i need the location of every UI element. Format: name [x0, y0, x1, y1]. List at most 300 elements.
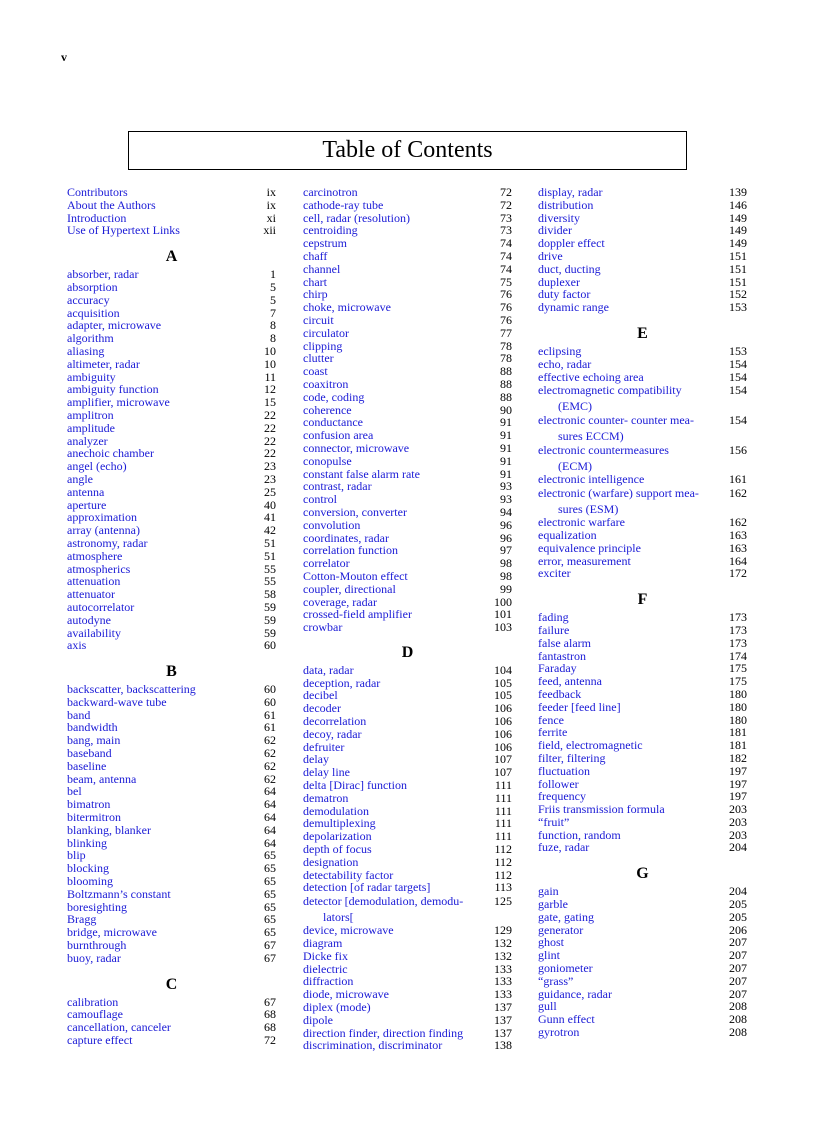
toc-entry-link[interactable]: ferrite	[538, 725, 568, 740]
entry-page-number: 161	[729, 472, 747, 487]
toc-entry-link[interactable]: false alarm	[538, 635, 591, 650]
toc-entry-link[interactable]: coast	[303, 364, 328, 379]
toc-entry-link[interactable]: detection [of radar targets]	[303, 880, 431, 895]
toc-entry-link[interactable]: Contributors	[67, 185, 128, 199]
toc-entry-link[interactable]: “grass”	[538, 973, 574, 988]
toc-entry	[303, 937, 512, 950]
toc-entry-link[interactable]: angel (echo)	[67, 459, 127, 474]
toc-entry-link[interactable]: electronic (warfare) support mea-	[538, 486, 699, 501]
toc-entry	[538, 752, 747, 765]
toc-entry-link[interactable]: fence	[538, 712, 564, 727]
toc-entry-link[interactable]: frequency	[538, 789, 586, 804]
toc-entry-link[interactable]: diode, microwave	[303, 987, 389, 1002]
toc-entry-link[interactable]: duty factor	[538, 287, 591, 302]
toc-entry	[538, 714, 747, 727]
section-heading-g: G	[636, 865, 649, 883]
section-c-continued-list	[303, 186, 512, 634]
toc-entry-link[interactable]: dielectric	[303, 961, 348, 976]
toc-entry-link[interactable]: constant false alarm rate	[303, 466, 420, 481]
toc-entry-link[interactable]: diffraction	[303, 974, 354, 989]
toc-entry-link[interactable]: About the Authors	[67, 197, 156, 212]
entry-page-number: 205	[729, 897, 747, 912]
entry-page-number: 60	[264, 682, 276, 697]
toc-entry-link[interactable]: code, coding	[303, 389, 365, 404]
toc-entry-link-continuation[interactable]: (EMC)	[558, 399, 592, 414]
toc-entry-link[interactable]: feeder [feed line]	[538, 699, 621, 714]
toc-entry	[67, 811, 276, 824]
toc-column-2	[303, 186, 512, 1052]
toc-entry-link[interactable]: absorber, radar	[67, 267, 139, 282]
toc-entry-link[interactable]: equivalence principle	[538, 540, 641, 555]
toc-entry-link[interactable]: amplifier, microwave	[67, 395, 170, 410]
toc-entry-link[interactable]: follower	[538, 776, 579, 791]
toc-entry-link[interactable]: bridge, microwave	[67, 925, 157, 940]
toc-entry-link[interactable]: blip	[67, 848, 86, 863]
toc-entry-link[interactable]: correlator	[303, 556, 350, 571]
toc-entry-link[interactable]: duct, ducting	[538, 261, 601, 276]
toc-entry-link[interactable]: Boltzmann’s constant	[67, 886, 171, 901]
toc-entry-link[interactable]: generator	[538, 922, 584, 937]
toc-entry	[67, 473, 276, 486]
toc-entry-link[interactable]: beam, antenna	[67, 771, 137, 786]
toc-entry-link[interactable]: confusion area	[303, 428, 374, 443]
toc-entry	[538, 885, 747, 898]
toc-entry-link[interactable]: ambiguity function	[67, 382, 159, 397]
toc-entry-link[interactable]: centroiding	[303, 223, 358, 238]
toc-entry-link[interactable]: algorithm	[67, 331, 114, 346]
toc-entry-link[interactable]: diplex (mode)	[303, 1000, 371, 1015]
entry-page-number: 25	[264, 484, 276, 499]
toc-entry-link[interactable]: data, radar	[303, 662, 354, 677]
toc-entry-link[interactable]: guidance, radar	[538, 986, 612, 1001]
toc-entry-link[interactable]: accuracy	[67, 292, 110, 307]
entry-page-number: 76	[500, 300, 512, 315]
toc-entry-link[interactable]: gain	[538, 884, 559, 899]
toc-entry-link[interactable]: bandwidth	[67, 720, 118, 735]
toc-entry	[303, 621, 512, 634]
page-title: Table of Contents	[322, 137, 493, 163]
toc-entry-link[interactable]: antenna	[67, 484, 105, 499]
entry-page-number: xii	[263, 223, 276, 238]
toc-entry	[538, 358, 747, 371]
toc-entry-link[interactable]: depth of focus	[303, 842, 372, 857]
entry-page-number: 74	[500, 248, 512, 263]
section-d-continued-list	[538, 186, 747, 314]
entry-page-number: 8	[270, 318, 276, 333]
toc-entry-link[interactable]: diagram	[303, 936, 343, 951]
toc-entry	[303, 779, 512, 792]
entry-page-number: 111	[494, 803, 512, 818]
toc-entry	[303, 843, 512, 856]
entry-page-number: 153	[729, 300, 747, 315]
entry-page-number: 40	[264, 497, 276, 512]
toc-entry	[538, 624, 747, 637]
entry-page-number: 88	[500, 364, 512, 379]
toc-entry-link[interactable]: field, electromagnetic	[538, 738, 643, 753]
entry-page-number: 67	[264, 938, 276, 953]
toc-entry-link[interactable]: cell, radar (resolution)	[303, 210, 410, 225]
toc-entry	[538, 816, 747, 829]
toc-entry-link[interactable]: buoy, radar	[67, 950, 121, 965]
entry-page-number: 207	[729, 948, 747, 963]
entry-page-number: 149	[729, 223, 747, 238]
wrapped-label	[538, 383, 682, 413]
entry-page-number: 59	[264, 599, 276, 614]
toc-entry-link[interactable]: bimatron	[67, 797, 111, 812]
toc-entry-link[interactable]: clutter	[303, 351, 334, 366]
toc-entry-link[interactable]: conductance	[303, 415, 363, 430]
toc-entry-link[interactable]: device, microwave	[303, 923, 394, 938]
toc-entry	[67, 614, 276, 627]
toc-entry-link[interactable]: adapter, microwave	[67, 318, 162, 333]
toc-entry-link[interactable]: conopulse	[303, 453, 352, 468]
entry-page-number: 22	[264, 420, 276, 435]
toc-entry-link[interactable]: band	[67, 707, 91, 722]
entry-page-number: 162	[729, 515, 747, 530]
toc-entry-link[interactable]: cathode-ray tube	[303, 197, 384, 212]
toc-entry-link[interactable]: control	[303, 492, 337, 507]
entry-page-number: 197	[729, 789, 747, 804]
section-e-wrap-ecm	[538, 443, 747, 473]
toc-entry-link[interactable]: Gunn effect	[538, 1012, 595, 1027]
toc-entry-link[interactable]: demodulation	[303, 803, 369, 818]
toc-entry-link[interactable]: anechoic chamber	[67, 446, 154, 461]
toc-entry-link[interactable]: doppler effect	[538, 236, 605, 251]
entry-page-number: 207	[729, 973, 747, 988]
toc-entry-link[interactable]: blinking	[67, 835, 108, 850]
toc-entry	[67, 486, 276, 499]
toc-entry-link[interactable]: connector, microwave	[303, 440, 410, 455]
toc-entry-link[interactable]: failure	[538, 622, 570, 637]
toc-entry-link[interactable]: Bragg	[67, 912, 97, 927]
toc-entry-link[interactable]: cancellation, canceler	[67, 1020, 171, 1035]
entry-page-number: ix	[266, 185, 276, 199]
toc-entry-link[interactable]: drive	[538, 248, 563, 263]
entry-page-number: 78	[500, 351, 512, 366]
toc-entry-wrapped	[538, 383, 747, 413]
toc-entry-link[interactable]: approximation	[67, 510, 137, 525]
toc-entry-link[interactable]: channel	[303, 261, 341, 276]
toc-entry-link[interactable]: Use of Hypertext Links	[67, 223, 180, 238]
entry-page-number: 78	[500, 338, 512, 353]
toc-entry-link[interactable]: decoy, radar	[303, 726, 362, 741]
toc-entry-link[interactable]: effective echoing area	[538, 369, 644, 384]
toc-entry	[538, 529, 747, 542]
toc-entry-link[interactable]: fuze, radar	[538, 840, 590, 855]
toc-entry-link[interactable]: boresighting	[67, 899, 127, 914]
toc-entry-link[interactable]: baseline	[67, 758, 107, 773]
toc-entry	[67, 939, 276, 952]
toc-entry-link[interactable]: amplitude	[67, 420, 115, 435]
toc-entry-link[interactable]: astronomy, radar	[67, 535, 148, 550]
toc-entry-link[interactable]: Introduction	[67, 210, 127, 225]
toc-entry-link[interactable]: demultiplexing	[303, 816, 376, 831]
toc-entry-link[interactable]: depolarization	[303, 829, 372, 844]
entry-page-number: 172	[729, 566, 747, 581]
toc-entry-link[interactable]: fading	[538, 610, 569, 625]
toc-entry-link[interactable]: Cotton-Mouton effect	[303, 568, 408, 583]
toc-entry-link[interactable]: electronic intelligence	[538, 472, 645, 487]
toc-entry-link[interactable]: bang, main	[67, 733, 121, 748]
entry-page-number: 106	[494, 701, 512, 716]
entry-page-number: 154	[729, 383, 747, 398]
toc-entry-link[interactable]: feedback	[538, 686, 582, 701]
entry-page-number: ix	[266, 197, 276, 212]
toc-entry-link[interactable]: dynamic range	[538, 300, 609, 315]
toc-entry-link[interactable]: coverage, radar	[303, 594, 377, 609]
toc-entry-link[interactable]: gull	[538, 999, 557, 1014]
toc-entry-link[interactable]: acquisition	[67, 305, 120, 320]
entry-page-number: 137	[494, 1025, 512, 1040]
entry-page-number: 59	[264, 625, 276, 640]
entry-page-number: 91	[500, 466, 512, 481]
entry-page-number: 206	[729, 922, 747, 937]
toc-entry-link[interactable]: deception, radar	[303, 675, 381, 690]
entry-page-number: 91	[500, 453, 512, 468]
toc-entry-link[interactable]: dematron	[303, 790, 349, 805]
toc-entry	[303, 519, 512, 532]
entry-page-number: 15	[264, 395, 276, 410]
toc-entry-link[interactable]: defruiter	[303, 739, 345, 754]
toc-entry-link[interactable]: discrimination, discriminator	[303, 1038, 443, 1053]
toc-entry-link[interactable]: camouflage	[67, 1007, 123, 1022]
entry-page-number: 208	[729, 999, 747, 1014]
toc-entry-link[interactable]: equalization	[538, 527, 597, 542]
entry-page-number: 164	[729, 553, 747, 568]
toc-entry-link[interactable]: attenuation	[67, 574, 121, 589]
entry-page-number: 152	[729, 287, 747, 302]
toc-entry-link[interactable]: blooming	[67, 874, 114, 889]
toc-entry-link[interactable]: ambiguity	[67, 369, 116, 384]
entry-page-number: 182	[729, 750, 747, 765]
toc-entry-link[interactable]: divider	[538, 223, 572, 238]
toc-entry-link[interactable]: axis	[67, 638, 87, 653]
toc-entry-link[interactable]: delay line	[303, 765, 350, 780]
toc-entry-link[interactable]: coherence	[303, 402, 352, 417]
toc-entry-link[interactable]: coaxitron	[303, 376, 349, 391]
toc-entry-link[interactable]: gyrotron	[538, 1025, 580, 1040]
toc-entry-link[interactable]: circuit	[303, 312, 334, 327]
entry-page-number: 173	[729, 635, 747, 650]
toc-entry-link[interactable]: display, radar	[538, 185, 603, 199]
entry-page-number: 125	[494, 894, 512, 909]
toc-entry	[538, 803, 747, 816]
toc-entry-link[interactable]: goniometer	[538, 961, 593, 976]
toc-entry-link[interactable]: designation	[303, 854, 359, 869]
entry-page-number: 67	[264, 994, 276, 1009]
toc-entry	[67, 358, 276, 371]
toc-entry-link[interactable]: atmospherics	[67, 561, 131, 576]
toc-entry-link[interactable]: Dicke fix	[303, 948, 348, 963]
toc-entry-link[interactable]: angle	[67, 471, 93, 486]
toc-entry-link[interactable]: electronic counter- counter mea-	[538, 413, 695, 428]
toc-entry-link[interactable]: altimeter, radar	[67, 356, 140, 371]
toc-entry	[538, 675, 747, 688]
toc-entry-link[interactable]: fluctuation	[538, 763, 590, 778]
entry-page-number: 106	[494, 726, 512, 741]
toc-entry-link[interactable]: contrast, radar	[303, 479, 372, 494]
toc-entry-link[interactable]: diversity	[538, 210, 580, 225]
toc-entry-link[interactable]: detectability factor	[303, 867, 394, 882]
toc-entry-link[interactable]: delta [Dirac] function	[303, 778, 407, 793]
toc-entry-link[interactable]: blocking	[67, 861, 109, 876]
toc-entry	[303, 728, 512, 741]
toc-entry	[303, 664, 512, 677]
toc-entry-link[interactable]: correlation function	[303, 543, 398, 558]
toc-entry-link[interactable]: gate, gating	[538, 909, 594, 924]
toc-entry-link[interactable]: autodyne	[67, 612, 111, 627]
toc-entry-link[interactable]: decorrelation	[303, 714, 367, 729]
toc-entry-wrapped	[538, 486, 747, 516]
entry-page-number: 65	[264, 912, 276, 927]
toc-entry-link[interactable]: atmosphere	[67, 548, 123, 563]
toc-entry-link[interactable]: duplexer	[538, 274, 580, 289]
toc-entry-link[interactable]: chart	[303, 274, 327, 289]
toc-entry-link[interactable]: capture effect	[67, 1033, 133, 1048]
toc-entry	[303, 1001, 512, 1014]
toc-entry-link[interactable]: feed, antenna	[538, 674, 602, 689]
toc-entry-link[interactable]: delay	[303, 752, 329, 767]
toc-entry	[67, 186, 276, 199]
toc-entry-link[interactable]: backward-wave tube	[67, 694, 167, 709]
toc-entry	[67, 460, 276, 473]
toc-entry-link[interactable]: dipole	[303, 1012, 333, 1027]
entry-page-number: 173	[729, 610, 747, 625]
toc-entry-link[interactable]: eclipsing	[538, 343, 582, 358]
entry-page-number: 107	[494, 752, 512, 767]
entry-page-number: 61	[264, 707, 276, 722]
entry-page-number: 180	[729, 686, 747, 701]
toc-entry	[67, 550, 276, 563]
toc-entry-link[interactable]: availability	[67, 625, 121, 640]
toc-entry	[67, 1034, 276, 1047]
toc-entry-link[interactable]: aperture	[67, 497, 107, 512]
entry-page-number: 153	[729, 343, 747, 358]
toc-entry	[303, 314, 512, 327]
toc-entry-link[interactable]: calibration	[67, 994, 119, 1009]
toc-entry-link[interactable]: decibel	[303, 688, 338, 703]
entry-page-number: 41	[264, 510, 276, 525]
toc-entry-link[interactable]: distribution	[538, 197, 594, 212]
toc-entry	[538, 301, 747, 314]
toc-entry-link[interactable]: cepstrum	[303, 236, 347, 251]
toc-entry	[303, 186, 512, 199]
toc-entry-link[interactable]: bitermitron	[67, 810, 121, 825]
section-g-list	[538, 885, 747, 1039]
entry-page-number: 181	[729, 725, 747, 740]
section-c-list	[67, 996, 276, 1047]
toc-entry	[538, 263, 747, 276]
toc-entry	[67, 537, 276, 550]
toc-entry	[303, 741, 512, 754]
toc-entry-link[interactable]: chirp	[303, 287, 328, 302]
toc-entry-link[interactable]: Friis transmission formula	[538, 802, 665, 817]
toc-entry-link[interactable]: array (antenna)	[67, 523, 140, 538]
section-b-list	[67, 683, 276, 965]
entry-page-number: 65	[264, 848, 276, 863]
toc-entry-link[interactable]: crossed-field amplifier	[303, 607, 412, 622]
toc-entry-link[interactable]: aliasing	[67, 343, 105, 358]
toc-entry-link[interactable]: clipping	[303, 338, 343, 353]
toc-entry-link[interactable]: “fruit”	[538, 814, 570, 829]
toc-entry-link[interactable]: backscatter, backscattering	[67, 682, 196, 697]
toc-entry-link[interactable]: electromagnetic compatibility	[538, 383, 682, 398]
toc-entry-link[interactable]: convolution	[303, 517, 361, 532]
toc-entry-link[interactable]: attenuator	[67, 587, 115, 602]
toc-entry	[303, 557, 512, 570]
toc-entry	[538, 345, 747, 358]
toc-entry-link[interactable]: circulator	[303, 325, 349, 340]
entry-page-number: 75	[500, 274, 512, 289]
toc-entry-link[interactable]: filter, filtering	[538, 750, 606, 765]
toc-entry-link[interactable]: blanking, blanker	[67, 822, 151, 837]
entry-page-number: 73	[500, 210, 512, 225]
entry-page-number: 137	[494, 1000, 512, 1015]
toc-entry-link[interactable]: Faraday	[538, 661, 577, 676]
toc-entry	[67, 952, 276, 965]
toc-entry-link[interactable]: error, measurement	[538, 553, 631, 568]
toc-entry-link[interactable]: conversion, converter	[303, 504, 407, 519]
toc-entry-link[interactable]: burnthrough	[67, 938, 127, 953]
toc-entry-link[interactable]: autocorrelator	[67, 599, 135, 614]
toc-entry-link[interactable]: carcinotron	[303, 185, 358, 199]
toc-entry-link-continuation[interactable]: sures ECCM)	[558, 429, 624, 444]
entry-page-number: 112	[494, 842, 512, 857]
toc-entry-link-continuation[interactable]: sures (ESM)	[558, 502, 619, 517]
section-d-rest-list	[303, 924, 512, 1052]
entry-page-number: 138	[494, 1038, 512, 1053]
toc-entry	[303, 327, 512, 340]
toc-entry-link[interactable]: decoder	[303, 701, 341, 716]
wrapped-label	[538, 486, 699, 516]
toc-entry-link[interactable]: direction finder, direction finding	[303, 1025, 464, 1040]
toc-entry-link[interactable]: electronic warfare	[538, 515, 625, 530]
toc-entry-link[interactable]: amplitron	[67, 407, 114, 422]
toc-entry-link[interactable]: baseband	[67, 746, 112, 761]
entry-page-number: 154	[729, 413, 747, 428]
toc-entry-link[interactable]: crowbar	[303, 620, 343, 635]
toc-entry-link-continuation[interactable]: lators[	[323, 910, 354, 925]
toc-entry-link[interactable]: exciter	[538, 566, 571, 581]
toc-entry-link[interactable]: coupler, directional	[303, 581, 396, 596]
toc-entry-link[interactable]: glint	[538, 948, 561, 963]
toc-entry-link[interactable]: echo, radar	[538, 356, 592, 371]
toc-entry-link[interactable]: absorption	[67, 279, 118, 294]
toc-entry-link[interactable]: detector [demodulation, demodu-	[303, 894, 464, 909]
toc-entry-link[interactable]: fantastron	[538, 648, 586, 663]
entry-page-number: 12	[264, 382, 276, 397]
toc-entry-link[interactable]: coordinates, radar	[303, 530, 389, 545]
toc-entry	[67, 345, 276, 358]
entry-page-number: 207	[729, 935, 747, 950]
entry-page-number: 62	[264, 771, 276, 786]
toc-entry-link[interactable]: bel	[67, 784, 82, 799]
entry-page-number: 207	[729, 961, 747, 976]
toc-entry	[303, 237, 512, 250]
toc-entry-link-continuation[interactable]: (ECM)	[558, 459, 592, 474]
entry-page-number: 91	[500, 428, 512, 443]
toc-entry-link[interactable]: chaff	[303, 248, 328, 263]
toc-entry	[303, 455, 512, 468]
toc-entry-link[interactable]: analyzer	[67, 433, 108, 448]
toc-entry	[303, 1039, 512, 1052]
toc-entry-link[interactable]: choke, microwave	[303, 300, 391, 315]
toc-entry-link[interactable]: function, random	[538, 827, 621, 842]
toc-entry-link[interactable]: garble	[538, 897, 568, 912]
entry-page-number: 42	[264, 523, 276, 538]
toc-entry-link[interactable]: electronic countermeasures	[538, 443, 669, 458]
toc-entry-link[interactable]: ghost	[538, 935, 565, 950]
